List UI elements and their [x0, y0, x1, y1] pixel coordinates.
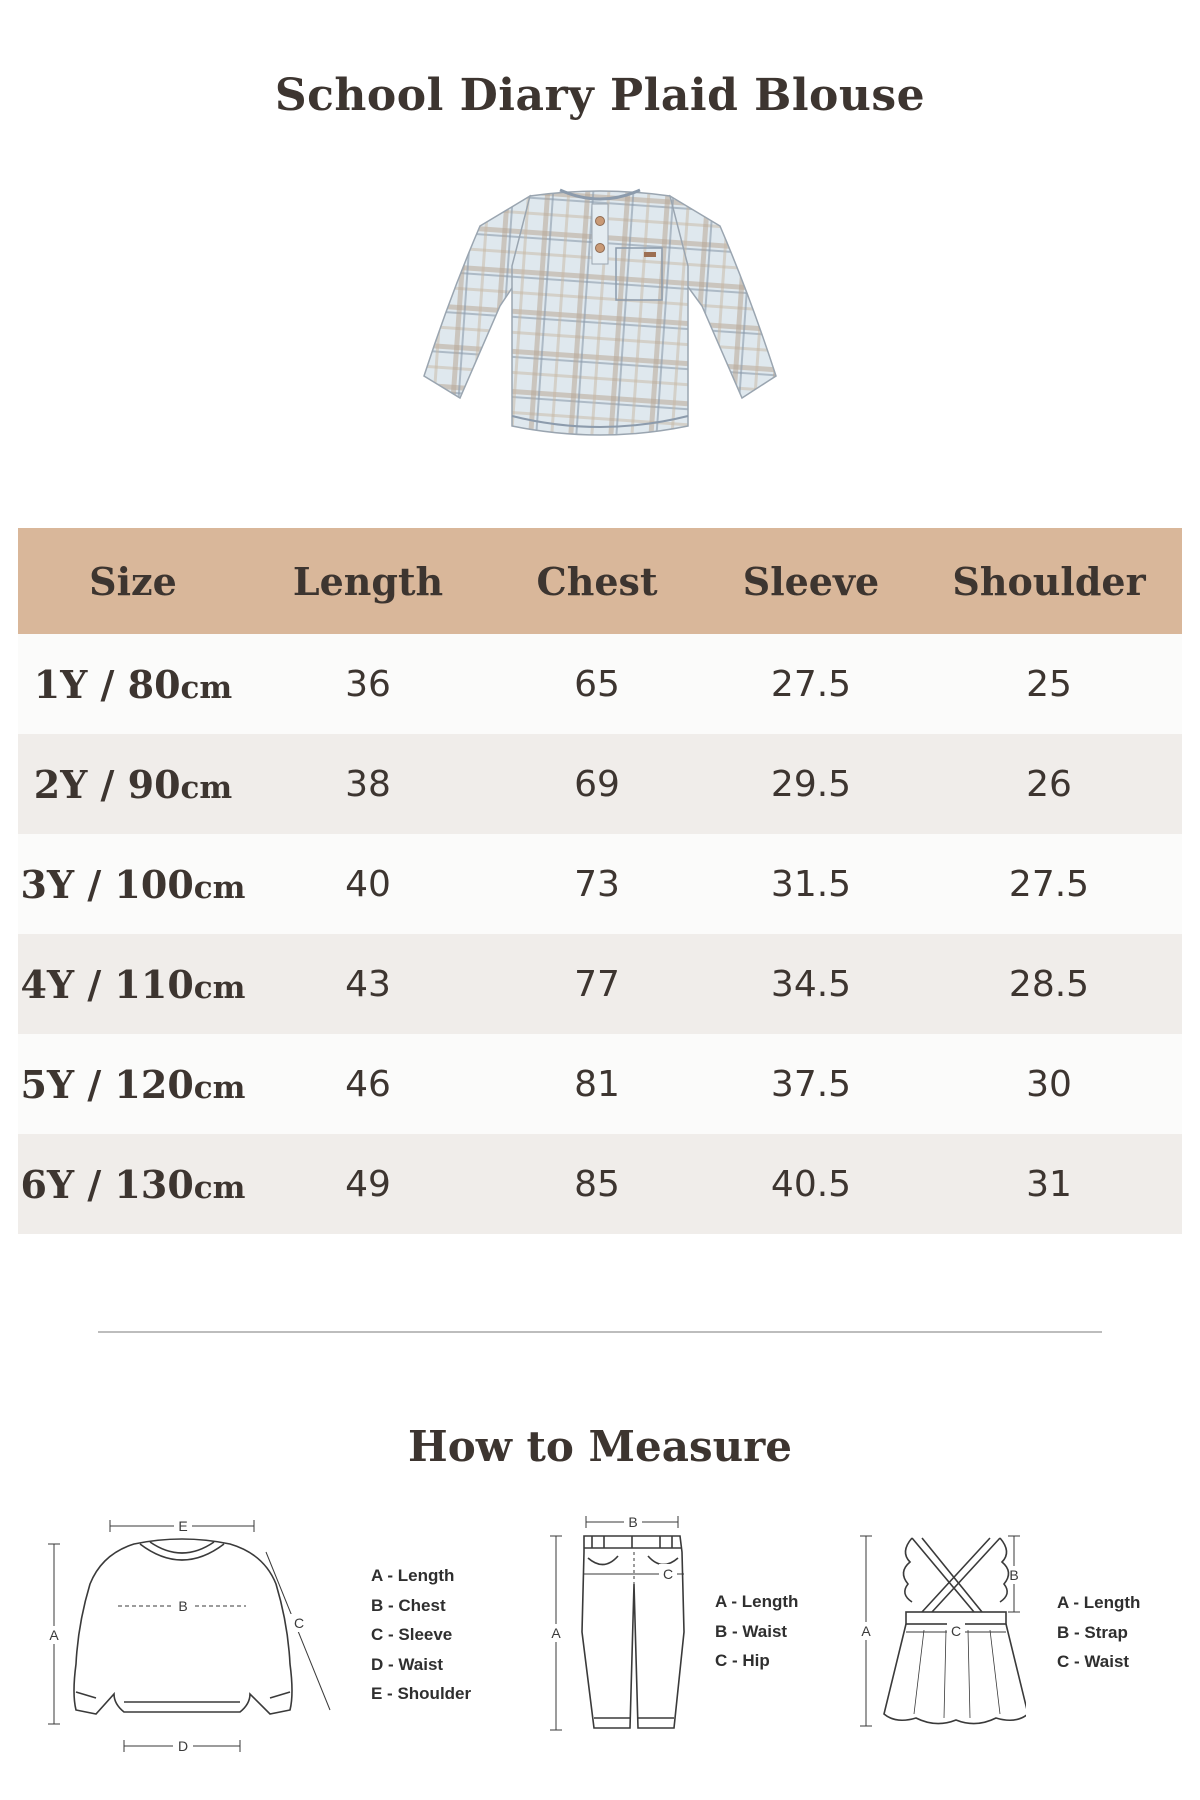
length-cell: 49 [248, 1134, 488, 1234]
size-chart-table [18, 528, 1182, 1234]
size-unit: cm [193, 869, 246, 906]
measure-title: How to Measure [408, 1422, 792, 1471]
marker-a: A [861, 1623, 871, 1639]
sleeve-cell: 27.5 [706, 634, 916, 734]
sleeve-cell: 34.5 [706, 934, 916, 1034]
shoulder-cell: 30 [916, 1034, 1182, 1134]
chest-cell: 85 [488, 1134, 706, 1234]
pants-legend [715, 1587, 798, 1676]
legend-item: B - Chest [371, 1595, 446, 1615]
skirt-legend [1057, 1588, 1140, 1677]
marker-d: D [177, 1738, 189, 1754]
length-cell: 43 [248, 934, 488, 1034]
legend-item: C - Hip [715, 1651, 770, 1670]
size-cell [18, 1134, 248, 1234]
marker-b: B [1009, 1567, 1019, 1583]
sleeve-cell: 40.5 [706, 1134, 916, 1234]
size-unit: cm [193, 1069, 246, 1106]
shoulder-cell: 26 [916, 734, 1182, 834]
length-cell: 40 [248, 834, 488, 934]
header-size: Size [18, 528, 248, 634]
sleeve-cell: 37.5 [706, 1034, 916, 1134]
legend-item: B - Waist [715, 1621, 788, 1641]
marker-e: E [178, 1518, 188, 1534]
sweatshirt-diagram-icon [44, 1514, 344, 1774]
size-value: 2Y / 90 [33, 761, 181, 807]
size-cell [18, 734, 248, 834]
legend-item: C - Waist [1057, 1652, 1130, 1671]
marker-c: C [950, 1623, 962, 1639]
marker-a: A [551, 1625, 561, 1641]
marker-c: C [293, 1615, 305, 1631]
table-row [18, 1034, 1182, 1134]
marker-b: B [628, 1514, 638, 1530]
size-value: 3Y / 100 [20, 861, 194, 907]
page-title: School Diary Plaid Blouse [274, 70, 926, 121]
length-cell: 36 [248, 634, 488, 734]
legend-item: B - Strap [1057, 1622, 1128, 1642]
header-chest: Chest [488, 528, 706, 634]
chest-cell: 73 [488, 834, 706, 934]
size-value: 5Y / 120 [20, 1061, 194, 1107]
size-cell [18, 1034, 248, 1134]
shoulder-cell: 28.5 [916, 934, 1182, 1034]
size-unit: cm [193, 969, 246, 1006]
size-value: 6Y / 130 [20, 1161, 194, 1207]
table-row [18, 834, 1182, 934]
shoulder-cell: 25 [916, 634, 1182, 734]
table-row [18, 734, 1182, 834]
legend-item: C - Sleeve [371, 1625, 453, 1644]
legend-item: D - Waist [371, 1654, 444, 1674]
sleeve-cell: 29.5 [706, 734, 916, 834]
table-row [18, 634, 1182, 734]
size-cell [18, 634, 248, 734]
header-length: Length [248, 528, 488, 634]
chest-cell: 77 [488, 934, 706, 1034]
sleeve-cell: 31.5 [706, 834, 916, 934]
size-cell [18, 934, 248, 1034]
size-unit: cm [193, 1169, 246, 1206]
table-row [18, 1134, 1182, 1234]
chest-cell: 65 [488, 634, 706, 734]
size-value: 1Y / 80 [33, 661, 181, 707]
header-shoulder: Shoulder [916, 528, 1182, 634]
size-unit: cm [180, 669, 233, 706]
plaid-blouse-illustration [420, 176, 780, 446]
legend-item: A - Length [371, 1566, 455, 1585]
size-unit: cm [180, 769, 233, 806]
shoulder-cell: 27.5 [916, 834, 1182, 934]
legend-item: A - Length [1057, 1593, 1141, 1612]
suspender-skirt-diagram-icon [856, 1532, 1026, 1732]
legend-item: A - Length [715, 1592, 799, 1611]
marker-c: C [662, 1566, 674, 1582]
chest-cell: 81 [488, 1034, 706, 1134]
header-sleeve: Sleeve [706, 528, 916, 634]
chest-cell: 69 [488, 734, 706, 834]
marker-b: B [178, 1598, 188, 1614]
size-cell [18, 834, 248, 934]
section-divider [98, 1331, 1102, 1333]
legend-item: E - Shoulder [371, 1684, 472, 1703]
size-value: 4Y / 110 [20, 961, 194, 1007]
length-cell: 38 [248, 734, 488, 834]
table-header-row [18, 528, 1182, 634]
table-row [18, 934, 1182, 1034]
length-cell: 46 [248, 1034, 488, 1134]
shoulder-cell: 31 [916, 1134, 1182, 1234]
marker-a: A [49, 1627, 59, 1643]
top-legend [371, 1561, 471, 1709]
pants-diagram-icon [548, 1512, 708, 1744]
